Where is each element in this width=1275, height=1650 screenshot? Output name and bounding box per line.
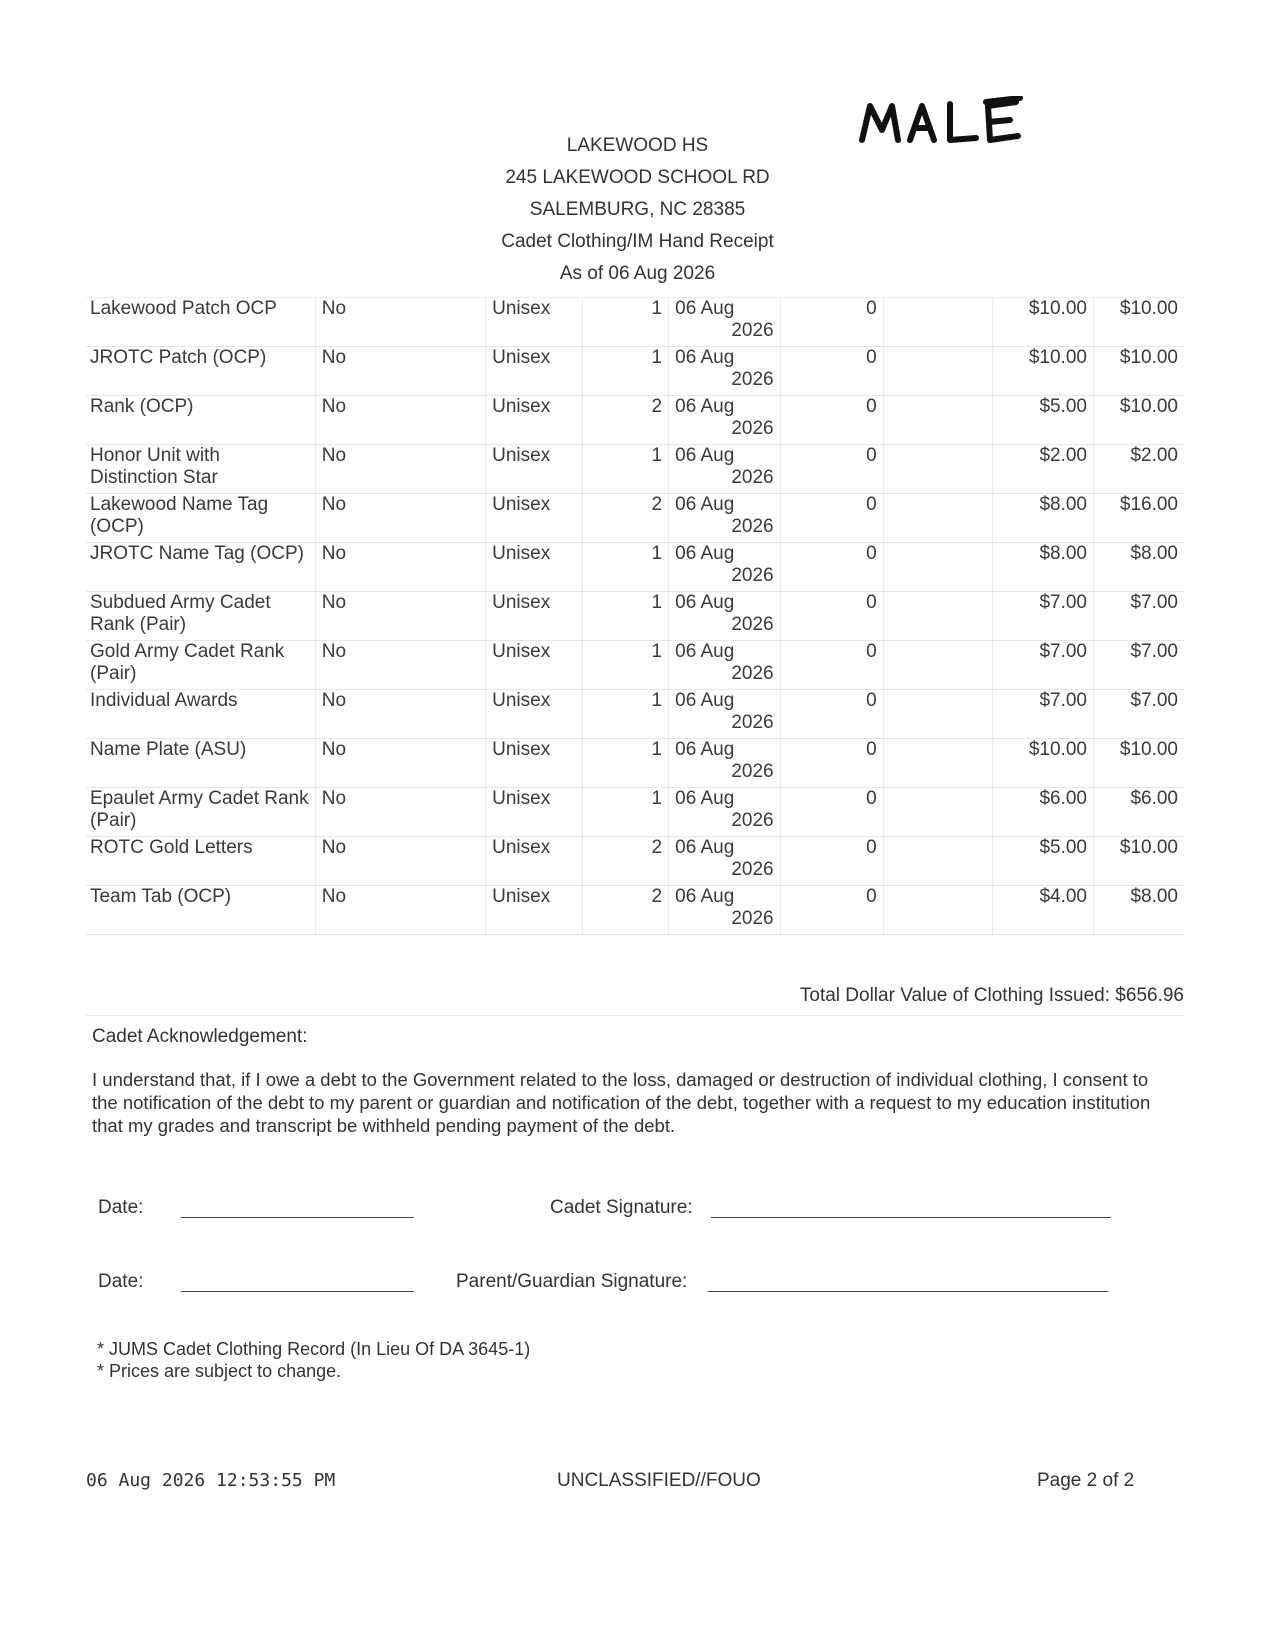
item-unit-price: $7.00 bbox=[993, 592, 1094, 641]
item-total-price: $10.00 bbox=[1093, 347, 1184, 396]
item-name: JROTC Name Tag (OCP) bbox=[86, 543, 315, 592]
item-date bbox=[669, 592, 780, 641]
item-total-price: $10.00 bbox=[1093, 837, 1184, 886]
item-date-year: 2026 bbox=[731, 418, 774, 439]
item-date bbox=[669, 739, 780, 788]
item-total-price: $10.00 bbox=[1093, 298, 1184, 347]
item-date-day-month: 06 Aug bbox=[675, 690, 735, 711]
item-flag: No bbox=[315, 396, 485, 445]
item-date-year: 2026 bbox=[731, 712, 774, 733]
item-unit-price: $5.00 bbox=[993, 837, 1094, 886]
item-flag: No bbox=[315, 788, 485, 837]
item-date-year: 2026 bbox=[731, 614, 774, 635]
table-row bbox=[86, 886, 1184, 935]
item-quantity: 1 bbox=[582, 347, 668, 396]
item-gender: Unisex bbox=[486, 592, 583, 641]
item-gender: Unisex bbox=[486, 298, 583, 347]
item-quantity: 1 bbox=[582, 543, 668, 592]
item-date bbox=[669, 347, 780, 396]
item-gender: Unisex bbox=[486, 690, 583, 739]
item-flag: No bbox=[315, 298, 485, 347]
item-unit-price: $10.00 bbox=[993, 347, 1094, 396]
item-date-year: 2026 bbox=[731, 663, 774, 684]
handwritten-male-note bbox=[858, 96, 1038, 156]
item-gender: Unisex bbox=[486, 641, 583, 690]
item-date-year: 2026 bbox=[731, 369, 774, 390]
item-date-year: 2026 bbox=[731, 565, 774, 586]
footer-page-number: Page 2 of 2 bbox=[1037, 1470, 1135, 1491]
item-date-day-month: 06 Aug bbox=[675, 347, 735, 368]
item-unit-price: $4.00 bbox=[993, 886, 1094, 935]
item-date-year: 2026 bbox=[731, 320, 774, 341]
acknowledgement-text: I understand that, if I owe a debt to the Government related to the loss, damaged or destruction of individual clothing, I consent to the notification of the debt to my parent or guardian and notification of the debt, together with a request to my education institution that my grades and transcript be withheld pending payment of the debt. bbox=[92, 1069, 1151, 1136]
item-count: 0 bbox=[780, 494, 883, 543]
item-name: ROTC Gold Letters bbox=[86, 837, 315, 886]
item-blank bbox=[883, 445, 992, 494]
item-date bbox=[669, 886, 780, 935]
item-count: 0 bbox=[780, 396, 883, 445]
item-blank bbox=[883, 347, 992, 396]
item-name: Name Plate (ASU) bbox=[86, 739, 315, 788]
item-gender: Unisex bbox=[486, 543, 583, 592]
footer-classification: UNCLASSIFIED//FOUO bbox=[557, 1470, 761, 1491]
item-total-price: $7.00 bbox=[1093, 690, 1184, 739]
item-date-year: 2026 bbox=[731, 810, 774, 831]
item-unit-price: $10.00 bbox=[993, 298, 1094, 347]
table-row bbox=[86, 396, 1184, 445]
item-date-year: 2026 bbox=[731, 467, 774, 488]
table-row bbox=[86, 837, 1184, 886]
item-blank bbox=[883, 739, 992, 788]
item-date-day-month: 06 Aug bbox=[675, 494, 735, 515]
item-count: 0 bbox=[780, 690, 883, 739]
item-total-price: $7.00 bbox=[1093, 641, 1184, 690]
item-unit-price: $8.00 bbox=[993, 543, 1094, 592]
item-quantity: 1 bbox=[582, 739, 668, 788]
item-quantity: 2 bbox=[582, 494, 668, 543]
item-date-day-month: 06 Aug bbox=[675, 886, 735, 907]
item-flag: No bbox=[315, 886, 485, 935]
item-date bbox=[669, 690, 780, 739]
item-date bbox=[669, 788, 780, 837]
item-count: 0 bbox=[780, 543, 883, 592]
item-blank bbox=[883, 543, 992, 592]
table-row bbox=[86, 445, 1184, 494]
school-address: 245 LAKEWOOD SCHOOL RD bbox=[505, 167, 770, 188]
acknowledgement-label: Cadet Acknowledgement: bbox=[92, 1026, 308, 1047]
item-gender: Unisex bbox=[486, 494, 583, 543]
item-count: 0 bbox=[780, 592, 883, 641]
note-prices: * Prices are subject to change. bbox=[97, 1361, 342, 1381]
item-count: 0 bbox=[780, 347, 883, 396]
item-date-year: 2026 bbox=[731, 761, 774, 782]
item-count: 0 bbox=[780, 641, 883, 690]
item-date-day-month: 06 Aug bbox=[675, 641, 735, 662]
item-count: 0 bbox=[780, 837, 883, 886]
item-date-day-month: 06 Aug bbox=[675, 543, 735, 564]
item-date-day-month: 06 Aug bbox=[675, 788, 735, 809]
item-name: Subdued Army Cadet Rank (Pair) bbox=[86, 592, 315, 641]
item-gender: Unisex bbox=[486, 396, 583, 445]
item-blank bbox=[883, 837, 992, 886]
item-quantity: 2 bbox=[582, 886, 668, 935]
item-quantity: 1 bbox=[582, 592, 668, 641]
item-date-day-month: 06 Aug bbox=[675, 298, 735, 319]
date-line-cadet[interactable] bbox=[181, 1217, 414, 1218]
date-label-parent: Date: bbox=[98, 1271, 144, 1292]
item-gender: Unisex bbox=[486, 837, 583, 886]
item-total-price: $8.00 bbox=[1093, 543, 1184, 592]
item-quantity: 2 bbox=[582, 837, 668, 886]
item-unit-price: $7.00 bbox=[993, 690, 1094, 739]
cadet-signature-label: Cadet Signature: bbox=[550, 1197, 693, 1218]
cadet-signature-line[interactable] bbox=[711, 1217, 1111, 1218]
item-quantity: 2 bbox=[582, 396, 668, 445]
item-unit-price: $5.00 bbox=[993, 396, 1094, 445]
footer-timestamp: 06 Aug 2026 12:53:55 PM bbox=[86, 1470, 336, 1491]
item-gender: Unisex bbox=[486, 788, 583, 837]
item-quantity: 1 bbox=[582, 690, 668, 739]
total-dollar-value: Total Dollar Value of Clothing Issued: $656.96 bbox=[86, 985, 1184, 1016]
item-unit-price: $7.00 bbox=[993, 641, 1094, 690]
item-gender: Unisex bbox=[486, 886, 583, 935]
item-date bbox=[669, 543, 780, 592]
item-date-day-month: 06 Aug bbox=[675, 739, 735, 760]
item-blank bbox=[883, 396, 992, 445]
item-quantity: 1 bbox=[582, 298, 668, 347]
item-total-price: $8.00 bbox=[1093, 886, 1184, 935]
school-name: LAKEWOOD HS bbox=[566, 135, 709, 156]
item-gender: Unisex bbox=[486, 739, 583, 788]
item-total-price: $7.00 bbox=[1093, 592, 1184, 641]
item-quantity: 1 bbox=[582, 788, 668, 837]
item-total-price: $10.00 bbox=[1093, 739, 1184, 788]
table-row bbox=[86, 298, 1184, 347]
clothing-items-table bbox=[86, 297, 1184, 935]
table-row bbox=[86, 690, 1184, 739]
item-name: Individual Awards bbox=[86, 690, 315, 739]
table-row bbox=[86, 788, 1184, 837]
parent-signature-label: Parent/Guardian Signature: bbox=[456, 1271, 688, 1292]
item-count: 0 bbox=[780, 886, 883, 935]
item-date-year: 2026 bbox=[731, 859, 774, 880]
document-title: Cadet Clothing/IM Hand Receipt bbox=[501, 231, 774, 252]
table-row bbox=[86, 739, 1184, 788]
item-blank bbox=[883, 298, 992, 347]
item-name: Gold Army Cadet Rank (Pair) bbox=[86, 641, 315, 690]
item-date-day-month: 06 Aug bbox=[675, 396, 735, 417]
item-count: 0 bbox=[780, 739, 883, 788]
item-date bbox=[669, 641, 780, 690]
item-count: 0 bbox=[780, 788, 883, 837]
item-flag: No bbox=[315, 494, 485, 543]
item-date-day-month: 06 Aug bbox=[675, 837, 735, 858]
item-name: Honor Unit with Distinction Star bbox=[86, 445, 315, 494]
item-flag: No bbox=[315, 445, 485, 494]
item-flag: No bbox=[315, 641, 485, 690]
item-name: Epaulet Army Cadet Rank (Pair) bbox=[86, 788, 315, 837]
item-date-year: 2026 bbox=[731, 516, 774, 537]
item-flag: No bbox=[315, 347, 485, 396]
item-gender: Unisex bbox=[486, 347, 583, 396]
item-gender: Unisex bbox=[486, 445, 583, 494]
item-blank bbox=[883, 494, 992, 543]
item-count: 0 bbox=[780, 445, 883, 494]
item-unit-price: $8.00 bbox=[993, 494, 1094, 543]
table-row bbox=[86, 543, 1184, 592]
item-blank bbox=[883, 788, 992, 837]
item-flag: No bbox=[315, 739, 485, 788]
item-name: JROTC Patch (OCP) bbox=[86, 347, 315, 396]
item-total-price: $6.00 bbox=[1093, 788, 1184, 837]
parent-signature-line[interactable] bbox=[708, 1291, 1108, 1292]
item-unit-price: $6.00 bbox=[993, 788, 1094, 837]
item-total-price: $2.00 bbox=[1093, 445, 1184, 494]
item-total-price: $10.00 bbox=[1093, 396, 1184, 445]
item-date bbox=[669, 494, 780, 543]
item-date-day-month: 06 Aug bbox=[675, 592, 735, 613]
item-date bbox=[669, 837, 780, 886]
item-quantity: 1 bbox=[582, 641, 668, 690]
table-row bbox=[86, 494, 1184, 543]
item-unit-price: $10.00 bbox=[993, 739, 1094, 788]
table-row bbox=[86, 347, 1184, 396]
item-flag: No bbox=[315, 837, 485, 886]
item-total-price: $16.00 bbox=[1093, 494, 1184, 543]
item-name: Rank (OCP) bbox=[86, 396, 315, 445]
item-blank bbox=[883, 690, 992, 739]
item-unit-price: $2.00 bbox=[993, 445, 1094, 494]
item-date bbox=[669, 445, 780, 494]
item-name: Lakewood Name Tag (OCP) bbox=[86, 494, 315, 543]
item-blank bbox=[883, 592, 992, 641]
item-count: 0 bbox=[780, 298, 883, 347]
table-row bbox=[86, 592, 1184, 641]
as-of-date: As of 06 Aug 2026 bbox=[559, 263, 716, 284]
school-city: SALEMBURG, NC 28385 bbox=[529, 199, 746, 220]
item-flag: No bbox=[315, 592, 485, 641]
item-date-day-month: 06 Aug bbox=[675, 445, 735, 466]
item-blank bbox=[883, 886, 992, 935]
item-quantity: 1 bbox=[582, 445, 668, 494]
item-name: Lakewood Patch OCP bbox=[86, 298, 315, 347]
item-date-year: 2026 bbox=[731, 908, 774, 929]
table-row bbox=[86, 641, 1184, 690]
item-name: Team Tab (OCP) bbox=[86, 886, 315, 935]
item-blank bbox=[883, 641, 992, 690]
item-flag: No bbox=[315, 543, 485, 592]
date-line-parent[interactable] bbox=[181, 1291, 414, 1292]
date-label-cadet: Date: bbox=[98, 1197, 144, 1218]
item-flag: No bbox=[315, 690, 485, 739]
item-date bbox=[669, 298, 780, 347]
note-jums-record: * JUMS Cadet Clothing Record (In Lieu Of DA 3645-1) bbox=[97, 1339, 531, 1359]
item-date bbox=[669, 396, 780, 445]
